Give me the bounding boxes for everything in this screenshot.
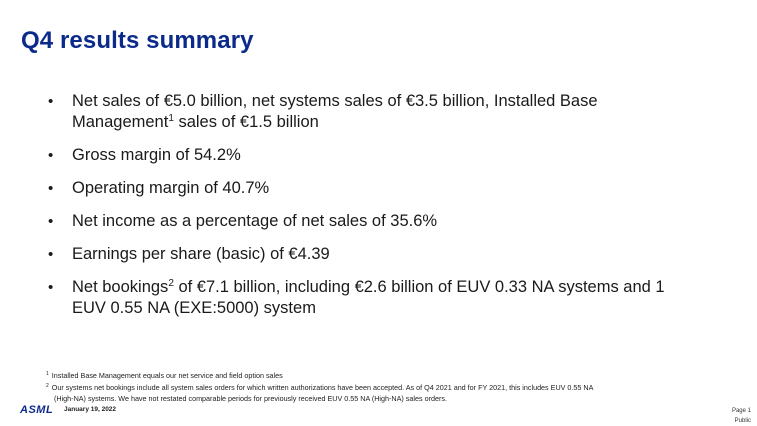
footnote-text: Our systems net bookings include all system sales orders for which written authorizations have been accepted. As of Q4 2021 and for FY 2021, this includes EUV 0.55 NA: [51, 383, 594, 392]
bullet-icon: •: [48, 246, 54, 263]
footnote-continuation: (High-NA) systems. We have not restated comparable periods for previously received EUV 0.55 NA (High-NA) sales orders.: [54, 394, 447, 403]
bullet-text: Operating margin of 40.7%: [72, 179, 270, 197]
presentation-date: January 19, 2022: [64, 406, 117, 413]
bullet-icon: •: [48, 213, 54, 230]
bullet-icon: •: [48, 93, 54, 110]
bullet-text: sales of €1.5 billion: [173, 113, 319, 131]
bullet-item: [46, 145, 686, 166]
bullet-list: [46, 91, 686, 331]
classification-label: Public: [734, 418, 751, 424]
bullet-item: [46, 91, 686, 133]
bullet-item: [46, 244, 686, 265]
bullet-item: [46, 178, 686, 199]
footnote: [46, 381, 736, 404]
bullet-icon: •: [48, 180, 54, 197]
footnote: [46, 369, 736, 381]
footnotes: [46, 369, 736, 404]
footnote-mark: 1: [46, 371, 49, 377]
footnote-mark: 2: [46, 383, 49, 389]
bullet-text: Earnings per share (basic) of €4.39: [72, 245, 330, 263]
footnote-text: Installed Base Management equals our net service and field option sales: [51, 371, 283, 380]
footnote-ref: 2: [168, 278, 174, 289]
asml-logo: ASML: [20, 404, 54, 416]
page-title: Q4 results summary: [21, 27, 254, 54]
bullet-icon: •: [48, 147, 54, 164]
bullet-text: Net sales of €5.0 billion, net systems sales of €3.5 billion, Installed Base Management: [72, 92, 598, 131]
bullet-icon: •: [48, 279, 54, 296]
footnote-ref: 1: [168, 113, 174, 124]
bullet-item: [46, 211, 686, 232]
bullet-text: Gross margin of 54.2%: [72, 146, 241, 164]
page-number: Page 1: [731, 408, 751, 414]
bullet-text: of €7.1 billion, including €2.6 billion of EUV 0.33 NA systems and 1 EUV 0.55 NA (EXE:5000) system: [72, 278, 665, 317]
bullet-text: Net bookings: [72, 278, 169, 296]
page-info: [732, 406, 751, 426]
bullet-item: [46, 277, 686, 319]
bullet-text: Net income as a percentage of net sales of 35.6%: [72, 212, 438, 230]
